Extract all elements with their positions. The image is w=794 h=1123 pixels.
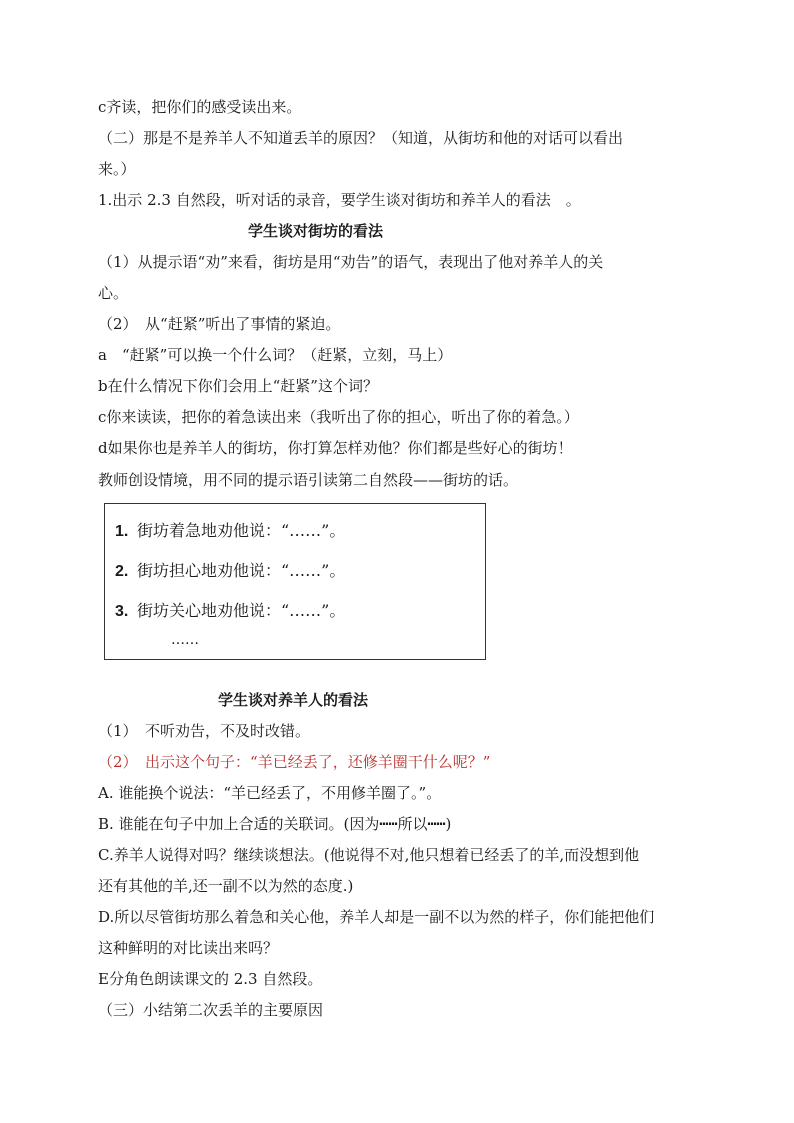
box-item-number: 1.: [115, 523, 129, 540]
prompt-box: [104, 503, 486, 660]
box-item-number: 3.: [115, 603, 129, 620]
section-heading: 学生谈对养羊人的看法: [218, 691, 369, 709]
text-line: （1） 不听劝告，不及时改错。: [98, 722, 311, 740]
text-line: [98, 752, 490, 772]
text-line: b在什么情况下你们会用上“赶紧”这个词？: [98, 377, 378, 395]
highlight-prefix: （2） 出示这个句子：: [98, 753, 251, 771]
box-item-text: 街坊担心地劝他说：“……”。: [137, 561, 346, 580]
text-line: a “赶紧”可以换一个什么词？（赶紧，立刻，马上）: [98, 346, 453, 364]
box-item: [115, 520, 345, 543]
box-item: [115, 600, 345, 623]
text-line: （1）从提示语“劝”来看，街坊是用“劝告”的语气，表现出了他对养羊人的关: [98, 253, 604, 271]
box-item-number: 2.: [115, 563, 129, 580]
text-line: 来。）: [98, 160, 136, 178]
text-line: B. 谁能在句子中加上合适的关联词。(因为┅┅所以┅┅): [98, 815, 452, 833]
text-line: （三）小结第二次丢羊的主要原因: [98, 1001, 324, 1019]
text-line: 心。: [98, 284, 129, 302]
text-line: D.所以尽管街坊那么着急和关心他，养羊人却是一副不以为然的样子，你们能把他们: [98, 908, 655, 926]
box-item: [115, 560, 345, 583]
text-line: （二）那是不是养羊人不知道丢羊的原因？（知道，从街坊和他的对话可以看出: [98, 129, 624, 147]
box-item-text: 街坊着急地劝他说：“……”。: [137, 521, 346, 540]
text-line: 这种鲜明的对比读出来吗？: [98, 939, 279, 957]
highlight-sentence: “羊已经丢了，还修羊圈干什么呢？”: [250, 753, 491, 771]
text-line: 教师创设情境，用不同的提示语引读第二自然段——街坊的话。: [98, 471, 519, 489]
text-line: （2） 从“赶紧”听出了事情的紧迫。: [98, 315, 341, 333]
text-line: E分角色朗读课文的 2.3 自然段。: [98, 970, 323, 988]
text-line: c齐读，把你们的感受读出来。: [98, 98, 302, 116]
text-line: c你来读读，把你的着急读出来（我听出了你的担心，听出了你的着急。）: [98, 408, 579, 426]
text-line: A. 谁能换个说法：“羊已经丢了，不用修羊圈了。”。: [98, 784, 442, 802]
text-line: 还有其他的羊,还一副不以为然的态度.): [98, 877, 354, 895]
section-heading: 学生谈对街坊的看法: [248, 222, 384, 240]
box-ellipsis: ……: [171, 632, 199, 648]
text-line: d如果你也是养羊人的街坊，你打算怎样劝他？你们都是些好心的街坊！: [98, 439, 573, 457]
box-item-text: 街坊关心地劝他说：“……”。: [137, 601, 346, 620]
text-line: 1.出示 2.3 自然段，听对话的录音，要学生谈对街坊和养羊人的看法 。: [98, 191, 581, 209]
text-line: C.养羊人说得对吗？继续谈想法。(他说得不对,他只想着已经丢了的羊,而没想到他: [98, 846, 640, 864]
